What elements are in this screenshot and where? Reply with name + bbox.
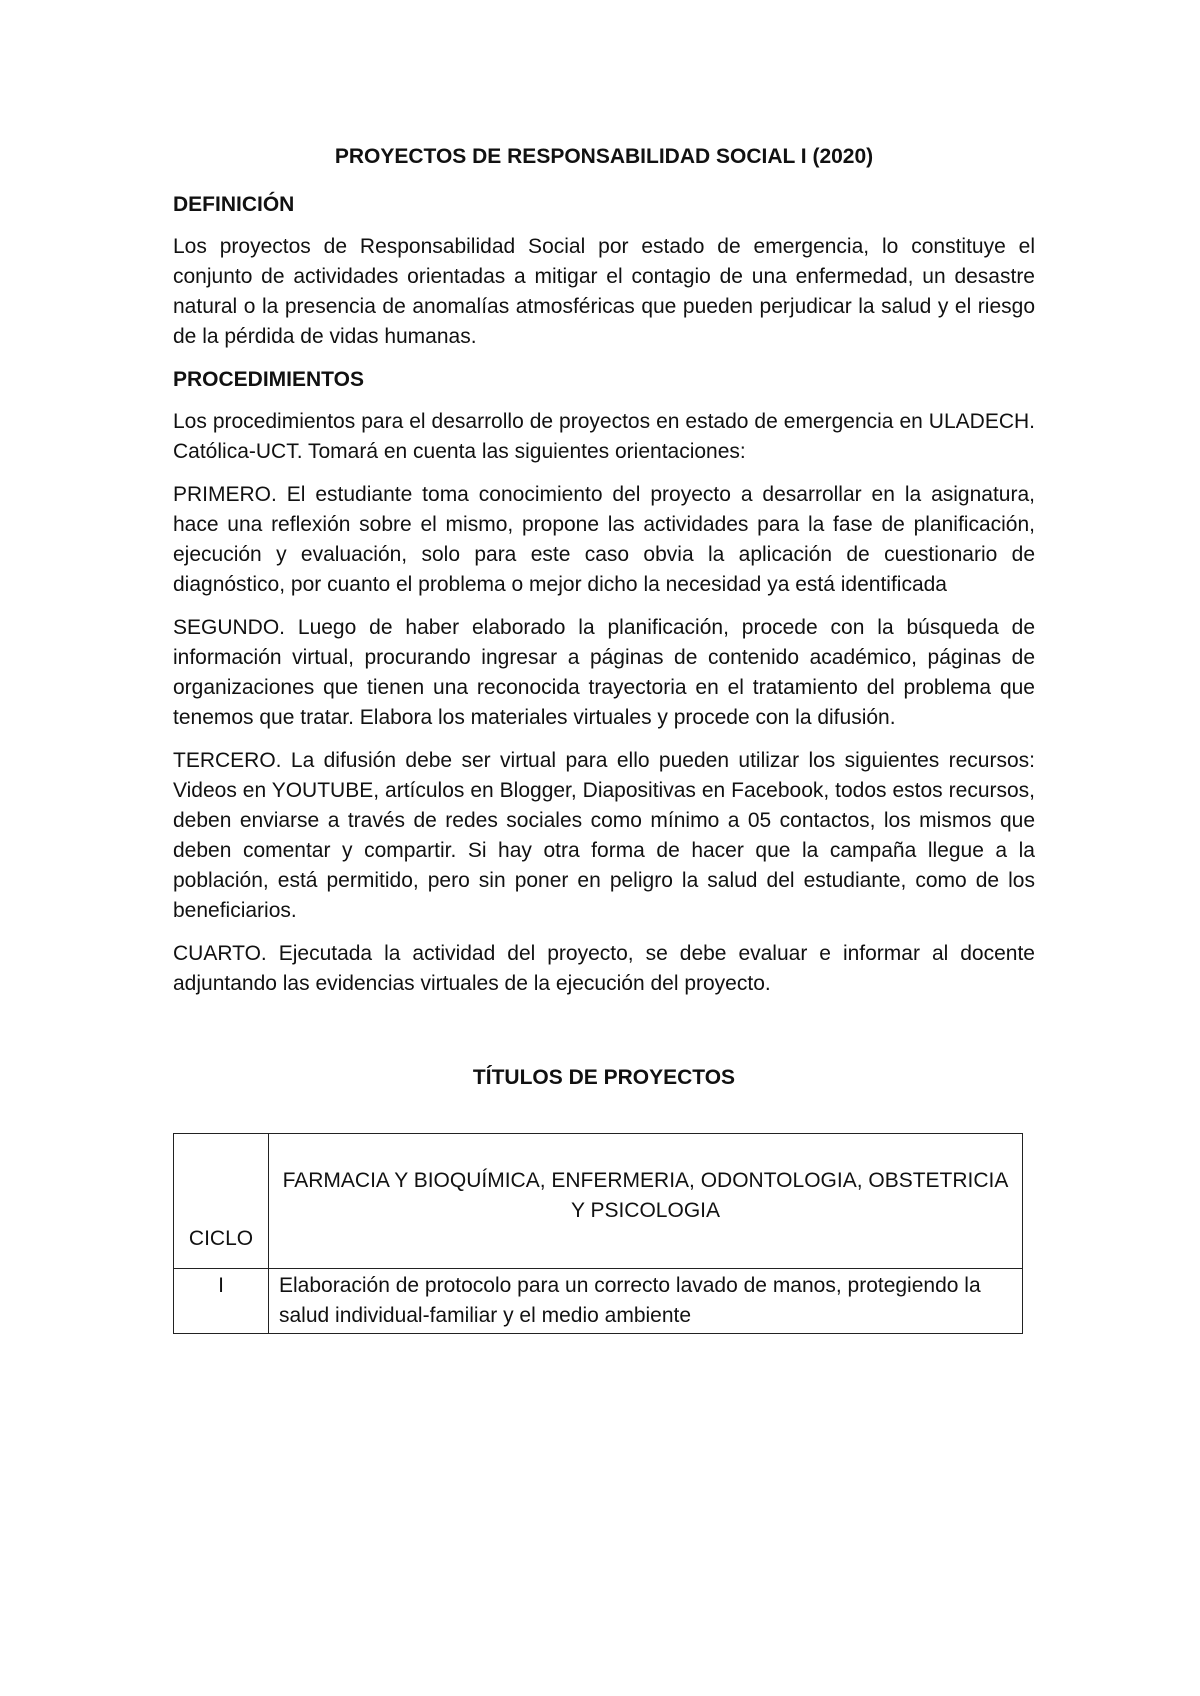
procedures-intro-paragraph: Los procedimientos para el desarrollo de proyectos en estado de emergencia en ULADECH. Católica-UCT. Tomará en cuenta las siguientes orientaciones: [173, 410, 1035, 463]
step-first-paragraph: PRIMERO. El estudiante toma conocimiento del proyecto a desarrollar en la asignatura, hace una reflexión sobre el mismo, propone las actividades para la fase de planificación, ejecución y evaluación, solo para este caso obvia la aplicación de cuestionario de diagnóstico, por cuanto el problema o mejor dicho la necesidad ya está identificada [173, 483, 1035, 596]
definition-heading: DEFINICIÓN [173, 193, 295, 216]
table-cell-project-title: Elaboración de protocolo para un correcto lavado de manos, protegiendo la salud individual-familiar y el medio ambiente [269, 1269, 1023, 1334]
document-page [173, 142, 1035, 1334]
step-second-paragraph: SEGUNDO. Luego de haber elaborado la planificación, procede con la búsqueda de información virtual, procurando ingresar a páginas de contenido académico, páginas de organizaciones que tienen una reconocida trayectoria en el tratamiento del problema que tenemos que tratar. Elabora los materiales virtuales y procede con la difusión. [173, 616, 1035, 729]
definition-paragraph: Los proyectos de Responsabilidad Social por estado de emergencia, lo constituye el conjunto de actividades orientadas a mitigar el contagio de una enfermedad, un desastre natural o la presencia de anomalías atmosféricas que pueden perjudicar la salud y el riesgo de la pérdida de vidas humanas. [173, 235, 1035, 348]
project-titles-heading: TÍTULOS DE PROYECTOS [472, 1066, 736, 1089]
step-third-paragraph: TERCERO. La difusión debe ser virtual para ello pueden utilizar los siguientes recursos: Videos en YOUTUBE, artículos en Blogger, Diapositivas en Facebook, todos estos recursos, deben enviarse a través de redes sociales como mínimo a 05 contactos, los mismos que deben comentar y compartir. Si hay otra forma de hacer que la campaña llegue a la población, está permitido, pero sin poner en peligro la salud del estudiante, como de los beneficiarios. [173, 749, 1035, 922]
table-header-row [174, 1134, 1023, 1269]
procedures-heading: PROCEDIMIENTOS [173, 368, 364, 391]
table-header-careers: FARMACIA Y BIOQUÍMICA, ENFERMERIA, ODONTOLOGIA, OBSTETRICIA Y PSICOLOGIA [269, 1134, 1023, 1269]
document-title: PROYECTOS DE RESPONSABILIDAD SOCIAL I (2020) [334, 145, 874, 168]
table-header-ciclo: CICLO [174, 1134, 269, 1269]
table-cell-ciclo: I [174, 1269, 269, 1334]
project-titles-table [173, 1133, 1023, 1334]
table-row [174, 1269, 1023, 1334]
step-fourth-paragraph: CUARTO. Ejecutada la actividad del proyecto, se debe evaluar e informar al docente adjuntando las evidencias virtuales de la ejecución del proyecto. [173, 942, 1035, 995]
